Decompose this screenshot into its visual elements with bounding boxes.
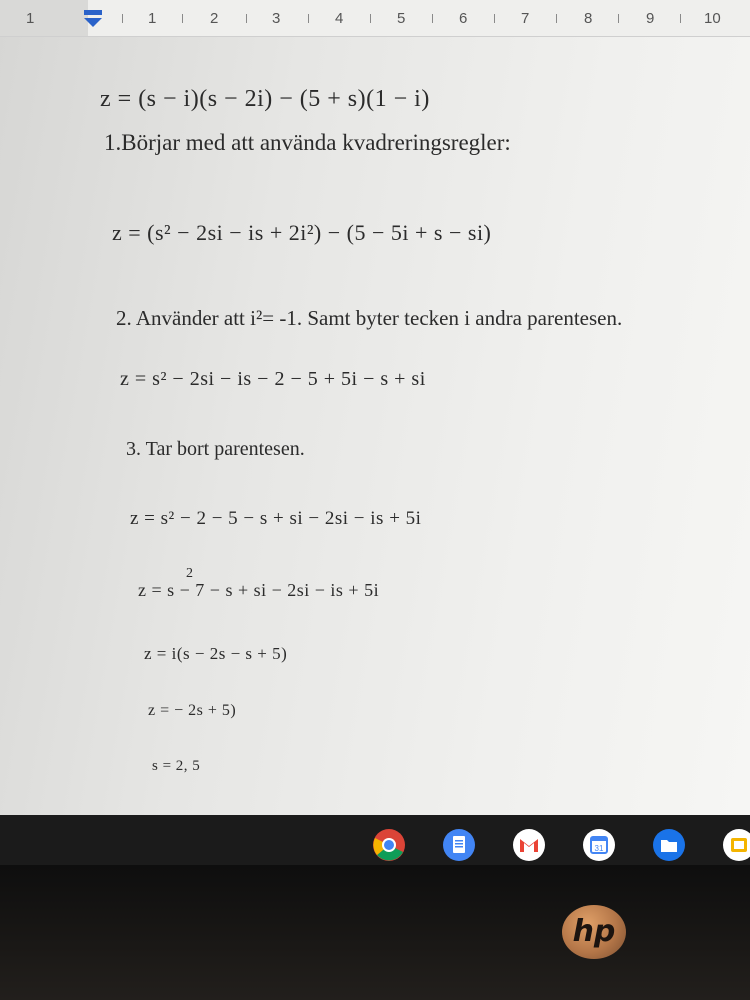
indent-marker-icon[interactable] xyxy=(82,10,104,28)
svg-text:31: 31 xyxy=(594,844,604,853)
files-icon[interactable] xyxy=(652,828,686,862)
laptop-bezel xyxy=(0,865,750,1000)
equation-line[interactable]: z = i(s − 2s − s + 5) xyxy=(144,644,288,663)
equation-line[interactable]: z = s − 7 − s + si − 2si − is + 5i xyxy=(138,580,380,600)
ruler-label: 1 xyxy=(148,10,157,27)
document-ruler xyxy=(0,0,750,37)
equation-line[interactable]: z = s² − 2si − is − 2 − 5 + 5i − s + si xyxy=(120,368,426,390)
slides-icon[interactable] xyxy=(722,828,750,862)
ruler-label: 4 xyxy=(335,10,344,27)
step-heading[interactable]: 2. Använder att i²= -1. Samt byter tecken i andra parentesen. xyxy=(116,306,623,330)
ruler-label: 8 xyxy=(584,10,593,27)
chrome-icon[interactable] xyxy=(372,828,406,862)
ruler-label: 7 xyxy=(521,10,530,27)
equation-line[interactable]: z = s² − 2 − 5 − s + si − 2si − is + 5i xyxy=(130,508,422,529)
ruler-label: 2 xyxy=(210,10,219,27)
gmail-icon[interactable] xyxy=(512,828,546,862)
hp-logo-icon: hp xyxy=(562,905,626,959)
equation-line[interactable]: s = 2, 5 xyxy=(152,758,201,774)
docs-icon[interactable] xyxy=(442,828,476,862)
step-heading[interactable]: 1.Börjar med att använda kvadreringsregler: xyxy=(104,130,511,155)
ruler-label: 3 xyxy=(272,10,281,27)
ruler-label: 9 xyxy=(646,10,655,27)
calendar-icon[interactable] xyxy=(582,828,616,862)
ruler-margin xyxy=(0,0,88,36)
ruler-label: 6 xyxy=(459,10,468,27)
exponent: 2 xyxy=(186,566,193,581)
equation-line[interactable]: z = (s − i)(s − 2i) − (5 + s)(1 − i) xyxy=(100,86,430,112)
equation-line[interactable]: z = − 2s + 5) xyxy=(148,702,237,719)
ruler-label: 10 xyxy=(704,10,721,27)
ruler-label: 5 xyxy=(397,10,406,27)
ruler-label: 1 xyxy=(26,10,35,27)
equation-line[interactable]: z = (s² − 2si − is + 2i²) − (5 − 5i + s − si) xyxy=(112,220,492,245)
step-heading[interactable]: 3. Tar bort parentesen. xyxy=(126,438,305,460)
